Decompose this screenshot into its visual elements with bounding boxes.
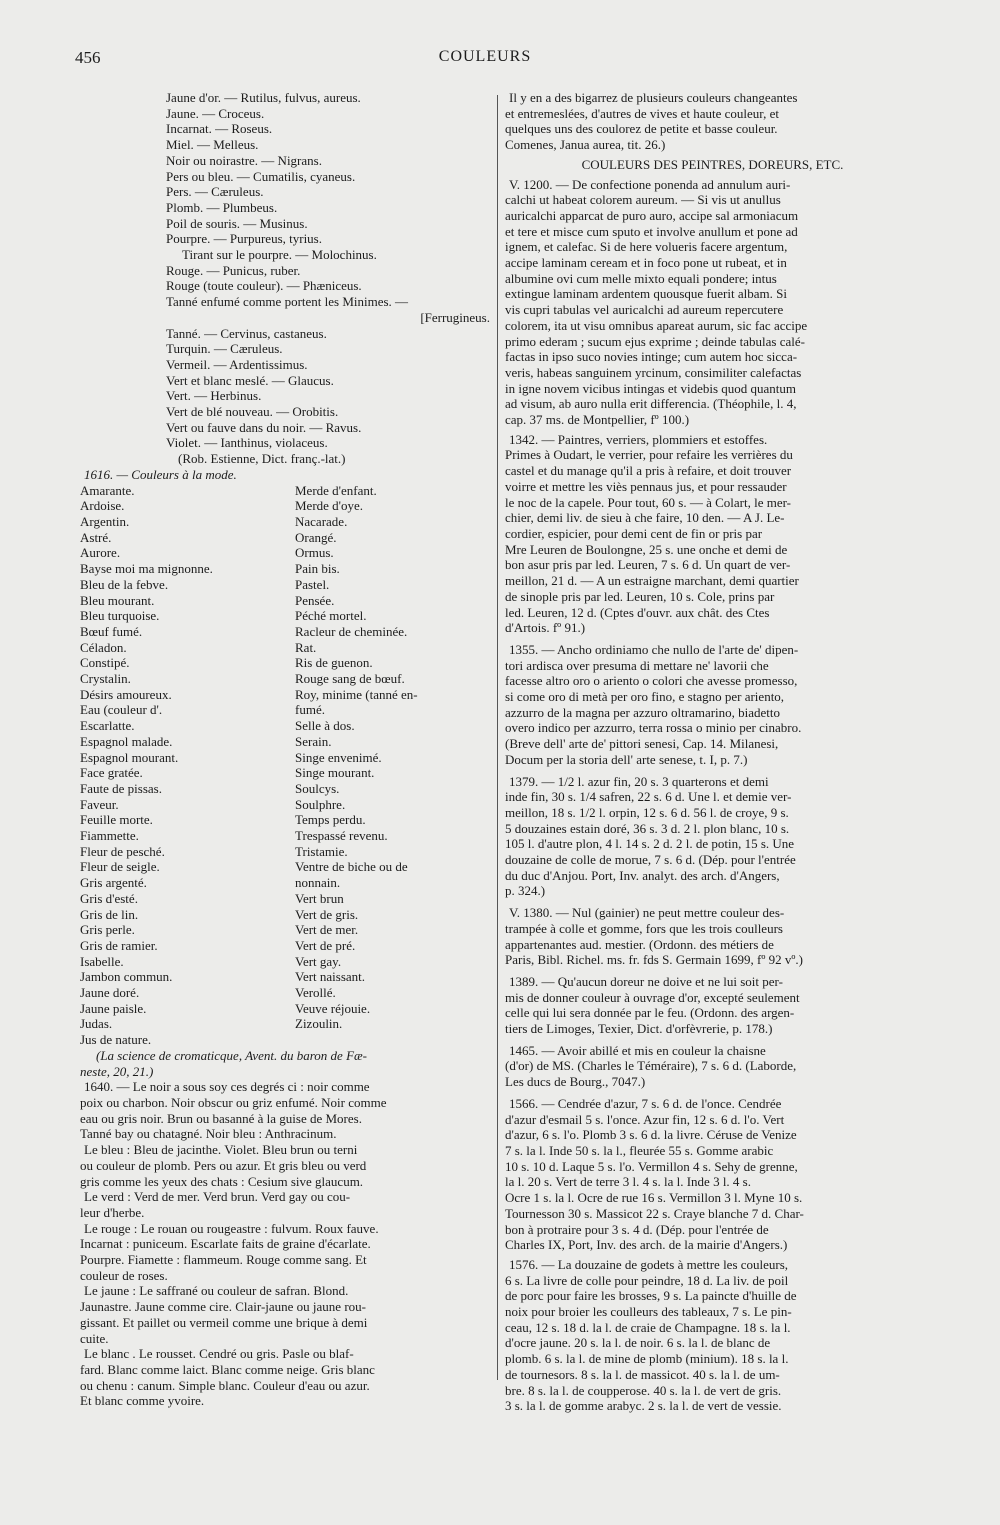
- text-line: overo indico per azzurro, terra rossa o minio per cinabro.: [505, 720, 802, 736]
- table-cell-left: Argentin.: [80, 513, 130, 529]
- entry-1640: [80, 1079, 490, 1409]
- text-line: calchi ut habeat colorem aureum. — Si vis ut anullus: [505, 192, 781, 208]
- list-item: Tanné enfumé comme portent les Minimes. —: [166, 294, 409, 310]
- text-line: Incarnat : puniceum. Escarlate faits de graine d'écarlate.: [80, 1236, 371, 1252]
- intro-paragraph: [505, 90, 920, 153]
- text-line: 5 douzaines estain doré, 36 s. 3 d. 2 l. plon blanc, 10 s.: [505, 820, 790, 836]
- table-cell-left: Jus de nature.: [80, 1032, 152, 1048]
- list-item: Pers ou bleu. — Cumatilis, cyaneus.: [166, 168, 356, 184]
- list-item: Pers. — Cæruleus.: [166, 184, 264, 200]
- text-line: colorem, ita ut visu omnibus apareat aurum, sic fac accipe: [505, 317, 808, 333]
- text-line: Le blanc . Le rousset. Cendré ou gris. Pasle ou blaf-: [84, 1346, 354, 1362]
- entry-1380: [505, 905, 920, 968]
- table-cell-right: Orangé.: [295, 529, 337, 545]
- table-cell-left: Aurore.: [80, 545, 121, 561]
- text-line: 7 s. la l. Inde 50 s. la l., fleurée 55 s. Gomme arabic: [505, 1143, 774, 1158]
- table-row: [80, 781, 490, 797]
- text-line: Comenes, Janua aurea, tit. 26.): [505, 137, 666, 153]
- text-line: Jaunastre. Jaune comme cire. Clair-jaune ou jaune rou-: [80, 1299, 366, 1315]
- table-row: [80, 891, 490, 907]
- table-cell-right: Vert gay.: [295, 953, 342, 969]
- table-cell-left: Fiammette.: [80, 828, 139, 844]
- table-row: [80, 828, 490, 844]
- table-row: [80, 671, 490, 687]
- text-line: 1389. — Qu'aucun doreur ne doive et ne lui soit per-: [509, 973, 783, 989]
- table-cell-right: nonnain.: [295, 875, 341, 891]
- text-line: noix pour broier les coulleurs des tableaux, 7 s. Le pin-: [505, 1304, 792, 1320]
- text-line: de sinople pris par led. Leuren, 10 s. Cole, prins par: [505, 588, 775, 604]
- text-line: plomb. 6 s. la l. de mine de plomb (minium). 18 s. la l.: [505, 1351, 789, 1367]
- text-line: d'Artois. fº 91.): [505, 620, 586, 636]
- entry-1566: [505, 1096, 920, 1253]
- table-row: [80, 1032, 490, 1048]
- text-line: du duc d'Anjou. Port, Inv. analyt. des arch. d'Angers,: [505, 867, 780, 883]
- table-cell-left: Désirs amoureux.: [80, 686, 172, 702]
- text-line: d'ocre jaune. 20 s. la l. de noir. 6 s. la l. de blanc de: [505, 1335, 771, 1351]
- table-cell-right: Vert de mer.: [295, 922, 359, 938]
- table-cell-left: Gris d'esté.: [80, 890, 138, 906]
- text-line: voirre et mettre les viès pennaus jus, et pour ressauder: [505, 478, 787, 494]
- table-cell-left: Astré.: [80, 529, 112, 545]
- table-row: [80, 1016, 490, 1032]
- text-line: bre. 8 s. la l. de coupperose. 40 s. la l. de vert de gris.: [505, 1382, 782, 1398]
- text-line: ignem, et calefac. Si de here volueris facere argentum,: [505, 239, 788, 255]
- page-header: [75, 48, 895, 72]
- text-line: douzaine de colle de morue, 7 s. 6 d. (Dép. pour l'entrée: [505, 852, 796, 868]
- table-cell-right: Vert de gris.: [295, 906, 359, 922]
- table-cell-left: Jaune paisle.: [80, 1000, 147, 1016]
- text-line: et tere et misce cum sputo et involve anullum et pone ad: [505, 223, 798, 239]
- list-item: Noir ou noirastre. — Nigrans.: [166, 152, 322, 168]
- table-cell-right: Serain.: [295, 733, 332, 749]
- text-line: (Breve dell' arte de' pittori senesi, Cap. 14. Milanesi,: [505, 736, 779, 752]
- text-line: primo ederam ; sucum ejus exprime ; deinde tabulas calé-: [505, 333, 805, 349]
- text-line: Le jaune : Le saffrané ou couleur de safran. Blond.: [84, 1283, 349, 1299]
- table-cell-left: Face gratée.: [80, 765, 143, 781]
- table-cell-right: [295, 1032, 490, 1048]
- text-line: tori ardisca over presuma di mettare ne' lavorii che: [505, 657, 769, 673]
- table-cell-right: Zizoulin.: [295, 1016, 343, 1032]
- table-row: [80, 985, 490, 1001]
- table-cell-right: Singe envenimé.: [295, 749, 382, 765]
- list-item: Rouge (toute couleur). — Phæniceus.: [166, 278, 362, 294]
- text-line: azzurro de la magna per azzuro oltramarino, biadetto: [505, 704, 781, 720]
- table-cell-left: Jambon commun.: [80, 969, 173, 985]
- table-row: [80, 859, 490, 875]
- list-item: Poil de souris. — Musinus.: [166, 215, 308, 231]
- table-row: [80, 640, 490, 656]
- table-cell-right: Ormus.: [295, 545, 334, 561]
- list-item: Turquin. — Cæruleus.: [166, 341, 283, 357]
- text-line: Le bleu : Bleu de jacinthe. Violet. Bleu brun ou terni: [84, 1142, 358, 1158]
- text-line: inde fin, 30 s. 1/4 safren, 22 s. 6 d. Une l. et demie ver-: [505, 789, 792, 805]
- text-line: ou couleur de plomb. Pers ou azur. Et gris bleu ou verd: [80, 1157, 367, 1173]
- table-row: [80, 750, 490, 766]
- table-cell-left: Gris perle.: [80, 922, 135, 938]
- text-line: 1355. — Ancho ordiniamo che nullo de l'arte de' dipen-: [509, 641, 799, 657]
- text-line: bon à protraire pour 3 s. 4 d. (Dép. pour l'entrée de: [505, 1221, 769, 1237]
- list-item: Plomb. — Plumbeus.: [166, 199, 278, 215]
- text-line: ceau, 12 s. 18 d. la l. de craie de Champagne. 18 s. la l.: [505, 1319, 791, 1335]
- table-row: [80, 969, 490, 985]
- table-cell-left: Bœuf fumé.: [80, 623, 143, 639]
- table-cell-left: Céladon.: [80, 639, 127, 655]
- text-line: albumine ovi cum melle mixto equali pondere; intus: [505, 270, 777, 286]
- list-item: Tanné. — Cervinus, castaneus.: [166, 325, 327, 341]
- text-line: 105 l. d'autre plon, 4 l. 14 s. 2 d. 2 l. de potin, 15 s. Une: [505, 836, 795, 852]
- table-cell-left: Judas.: [80, 1016, 113, 1032]
- list-item: Jaune. — Croceus.: [166, 105, 265, 121]
- text-line: poix ou charbon. Noir obscur ou griz enfumé. Noir comme: [80, 1095, 387, 1110]
- latin-equivalents-list: [80, 90, 490, 467]
- list-item: [Ferrugineus.: [420, 309, 490, 325]
- table-cell-right: Pastel.: [295, 576, 330, 592]
- table-cell-right: Vert naissant.: [295, 969, 366, 985]
- list-item: Violet. — Ianthinus, violaceus.: [166, 435, 328, 451]
- text-line: d'azur, 6 s. l'o. Plomb 3 s. 6 d. la livre. Céruse de Venize: [505, 1127, 797, 1143]
- text-line: Primes à Oudart, le verrier, pour refaire les verrières du: [505, 447, 793, 463]
- table-cell-right: Soulphre.: [295, 796, 346, 812]
- text-line: gissant. Et paillet ou vermeil comme une brique à demi: [80, 1314, 368, 1330]
- table-cell-left: Gris argenté.: [80, 875, 147, 891]
- table-cell-right: Pain bis.: [295, 561, 340, 577]
- table-cell-right: Soulcys.: [295, 780, 340, 796]
- list-item: Vermeil. — Ardentissimus.: [166, 356, 308, 372]
- entry-1200: [505, 177, 920, 428]
- table-row: [80, 608, 490, 624]
- table-cell-right: Pensée.: [295, 592, 335, 608]
- table-row: [80, 483, 490, 499]
- table-row: [80, 765, 490, 781]
- table-cell-right: Péché mortel.: [295, 608, 367, 624]
- table-cell-left: Espagnol mourant.: [80, 749, 179, 765]
- table-cell-left: Constipé.: [80, 655, 130, 671]
- entry-1342: [505, 432, 920, 636]
- running-title: COULEURS: [438, 48, 532, 65]
- table-cell-left: Ardoise.: [80, 498, 125, 514]
- table-cell-right: Roy, minime (tanné en-: [295, 686, 418, 702]
- list-item: Vert et blanc meslé. — Glaucus.: [166, 372, 334, 388]
- text-line: Les ducs de Bourg., 7047.): [505, 1074, 646, 1090]
- text-line: Tournesson 30 s. Massicot 22 s. Craye blanche 7 d. Char-: [505, 1205, 804, 1221]
- text-line: Pourpre. Fiamette : flammeum. Rouge comme sang. Et: [80, 1252, 367, 1268]
- table-row: [80, 844, 490, 860]
- table-row: [80, 907, 490, 923]
- text-line: auricalchi apparcat de puro auro, accipe sal armoniacum: [505, 207, 799, 223]
- fashion-colours-table: [80, 483, 490, 1048]
- table-row: [80, 938, 490, 954]
- list-item: Rouge. — Punicus, ruber.: [166, 262, 301, 278]
- list-item: Miel. — Melleus.: [166, 137, 259, 153]
- text-line: Docum per la storia dell' arte senese, t. I, p. 7.): [505, 751, 748, 767]
- text-line: cap. 37 ms. de Montpellier, fº 100.): [505, 412, 690, 428]
- text-line: in igne novem vicibus intingas et videbis quod quantum: [505, 380, 797, 396]
- table-row: [80, 545, 490, 561]
- text-line: le noc de la capele. Pour tout, 60 s. — à Colart, le mer-: [505, 494, 792, 510]
- table-row: [80, 797, 490, 813]
- entry-1389: [505, 974, 920, 1037]
- citation: (La science de cromaticque, Avent. du baron de Fæ-: [96, 1047, 368, 1063]
- text-line: V. 1200. — De confectione ponenda ad annulum auri-: [509, 176, 791, 192]
- text-line: de tournesors. 8 s. la l. de massicot. 40 s. la l. de um-: [505, 1366, 780, 1382]
- table-row: [80, 702, 490, 718]
- citation: neste, 20, 21.): [80, 1063, 154, 1079]
- table-cell-right: Vert brun: [295, 890, 344, 906]
- text-line: 1342. — Paintres, verriers, plommiers et estoffes.: [509, 431, 768, 447]
- text-line: chier, demi liv. de sieu à che faire, 10 den. — A J. Le-: [505, 510, 785, 526]
- text-line: si come oro di metà per oro fino, e stagno per ariento,: [505, 689, 785, 705]
- table-row: [80, 530, 490, 546]
- table-cell-left: Bleu de la febve.: [80, 576, 169, 592]
- text-line: d'azur d'esmail 5 s. l'once. Azur fin, 12 s. 6 d. l'o. Vert: [505, 1111, 785, 1127]
- text-line: factas in ipso suco novies intinge; cum autem hoc sicca-: [505, 349, 798, 365]
- text-line: p. 324.): [505, 883, 546, 899]
- text-line: ou chenu : canum. Simple blanc. Couleur d'eau ou azur.: [80, 1377, 370, 1393]
- text-line: de porc pour faire les brosses, 9 s. La paincte d'huille de: [505, 1288, 797, 1304]
- table-cell-right: Ventre de biche ou de: [295, 859, 408, 875]
- table-cell-left: Fleur de seigle.: [80, 859, 160, 875]
- text-line: mis de donner couleur à ouvrage d'or, excepté seulement: [505, 989, 800, 1005]
- table-row: [80, 514, 490, 530]
- text-line: bon asur pris par led. Leuren, 7 s. 6 d. Un quart de ver-: [505, 557, 791, 573]
- table-cell-left: Espagnol malade.: [80, 733, 173, 749]
- table-cell-right: Racleur de cheminée.: [295, 623, 408, 639]
- entry-1616-heading: 1616. — Couleurs à la mode.: [84, 466, 237, 482]
- column-divider: [497, 95, 498, 1380]
- table-row: [80, 498, 490, 514]
- table-cell-left: Bleu turquoise.: [80, 608, 160, 624]
- text-line: 6 s. La livre de colle pour peindre, 18 d. La liv. de poil: [505, 1272, 789, 1288]
- table-cell-left: Faveur.: [80, 796, 119, 812]
- entry-1465: [505, 1043, 920, 1090]
- text-line: quelques uns des coulorez de petite et basse couleur.: [505, 121, 778, 137]
- table-row: [80, 922, 490, 938]
- text-line: Paris, Bibl. Richel. ms. fr. fds S. Germain 1699, fº 92 vº.): [505, 952, 804, 968]
- text-line: vis cupri tabulas vel auricalchi ad aureum repercutere: [505, 302, 784, 318]
- text-line: appartenantes aud. mestier. (Ordonn. des métiers de: [505, 936, 774, 952]
- text-line: trampée à colle et gomme, fors que les trois coulleurs: [505, 920, 783, 936]
- text-line: 1566. — Cendrée d'azur, 7 s. 6 d. de l'once. Cendrée: [509, 1095, 782, 1111]
- table-cell-left: Gris de lin.: [80, 906, 139, 922]
- text-line: meillon, 21 d. — A un estraigne marchant, demi quartier: [505, 573, 799, 589]
- citation: (Rob. Estienne, Dict. franç.-lat.): [178, 451, 346, 467]
- table-cell-right: fumé.: [295, 702, 325, 718]
- table-cell-right: Selle à dos.: [295, 718, 355, 734]
- entry-1379: [505, 774, 920, 900]
- text-line: gris comme les yeux des chats : Cesium sive glaucum.: [80, 1173, 364, 1189]
- table-row: [80, 954, 490, 970]
- text-line: 1576. — La douzaine de godets à mettre les couleurs,: [509, 1256, 789, 1272]
- list-item: Vert de blé nouveau. — Orobitis.: [166, 404, 339, 420]
- text-line: celle qui lui sera donnée par le feu. (Ordonn. des argen-: [505, 1005, 795, 1021]
- table-cell-right: Merde d'enfant.: [295, 482, 377, 498]
- text-line: facesse altro oro o ariento o colori che avesse promesso,: [505, 673, 798, 689]
- text-line: Le rouge : Le rouan ou rougeastre : fulvum. Roux fauve.: [84, 1220, 379, 1236]
- left-column: [80, 90, 490, 1409]
- text-line: Le verd : Verd de mer. Verd brun. Verd gay ou cou-: [84, 1189, 351, 1205]
- text-line: Tanné bay ou chatagné. Noir bleu : Anthracinum.: [80, 1126, 337, 1142]
- table-row: [80, 734, 490, 750]
- text-line: extingue laminam ardentem quousque fuerit albam. Si: [505, 286, 787, 302]
- table-row: [80, 561, 490, 577]
- text-line: V. 1380. — Nul (gainier) ne peut mettre couleur des-: [509, 905, 785, 921]
- entry-1355: [505, 642, 920, 768]
- table-cell-left: Bleu mourant.: [80, 592, 155, 608]
- text-line: castel et du manage qu'il a pris à refaire, et doit trouver: [505, 463, 792, 479]
- list-item: Jaune d'or. — Rutilus, fulvus, aureus.: [166, 90, 361, 105]
- text-line: accipe laminam ceream et in foco pone ut rubeat, et in: [505, 255, 787, 271]
- text-line: Mre Leuren de Boulongne, 25 s. une onche et demi de: [505, 541, 788, 557]
- text-line: 1465. — Avoir abillé et mis en couleur la chaisne: [509, 1042, 766, 1058]
- text-line: veris, habeas sanguinem yrcinum, consimiliter calefactas: [505, 364, 802, 380]
- table-cell-left: Feuille morte.: [80, 812, 153, 828]
- section-heading: COULEURS DES PEINTRES, DOREURS, ETC.: [581, 156, 844, 172]
- text-line: 10 s. 10 d. Laque 5 s. l'o. Vermillon 4 s. Sehy de grenne,: [505, 1158, 798, 1174]
- table-cell-right: Nacarade.: [295, 513, 348, 529]
- right-column: [505, 90, 920, 1414]
- list-item: Vert. — Herbinus.: [166, 388, 262, 404]
- table-row: [80, 577, 490, 593]
- list-item: Incarnat. — Roseus.: [166, 121, 273, 137]
- table-cell-right: Ris de guenon.: [295, 655, 373, 671]
- text-line: 3 s. la l. de gomme arabyc. 2 s. la l. de vert de vessie.: [505, 1398, 782, 1414]
- table-cell-left: Gris de ramier.: [80, 937, 158, 953]
- text-line: eau ou gris noir. Brun ou basanné à la guise de Mores.: [80, 1110, 362, 1126]
- table-cell-left: Escarlatte.: [80, 718, 135, 734]
- table-cell-right: Temps perdu.: [295, 812, 366, 828]
- text-line: leur d'herbe.: [80, 1204, 145, 1220]
- text-line: couleur de roses.: [80, 1267, 168, 1283]
- table-cell-right: Tristamie.: [295, 843, 348, 859]
- table-cell-left: Jaune doré.: [80, 985, 140, 1001]
- text-line: Charles IX, Port, Inv. des arch. de la mairie d'Angers.): [505, 1237, 788, 1253]
- text-line: ad visum, ab auro nulla erit differencia. (Théophile, l. 4,: [505, 396, 797, 412]
- table-cell-left: Isabelle.: [80, 953, 124, 969]
- text-line: la l. 20 s. Vert de terre 3 l. 4 s. la l. Inde 3 l. 4 s.: [505, 1174, 751, 1190]
- text-line: Et blanc comme yvoire.: [80, 1393, 205, 1409]
- table-row: [80, 593, 490, 609]
- entry-1576: [505, 1257, 920, 1414]
- text-line: 1640. — Le noir a sous soy ces degrés ci : noir comme: [84, 1079, 370, 1095]
- table-row: [80, 655, 490, 671]
- text-line: cordier, espicier, pour demi cent de fin or pris par: [505, 525, 763, 541]
- table-row: [80, 875, 490, 891]
- table-row: [80, 718, 490, 734]
- text-line: fard. Blanc comme laict. Blanc comme neige. Gris blanc: [80, 1361, 375, 1377]
- table-row: [80, 687, 490, 703]
- text-line: Il y en a des bigarrez de plusieurs couleurs changeantes: [509, 90, 798, 105]
- text-line: tiers de Limoges, Texier, Dict. d'orfèvrerie, p. 178.): [505, 1021, 773, 1037]
- table-cell-left: Faute de pissas.: [80, 780, 162, 796]
- table-cell-right: Vert de pré.: [295, 937, 356, 953]
- table-cell-right: Veuve réjouie.: [295, 1000, 371, 1016]
- table-cell-left: Amarante.: [80, 482, 135, 498]
- table-cell-left: Fleur de pesché.: [80, 843, 165, 859]
- table-row: [80, 1001, 490, 1017]
- text-line: cuite.: [80, 1330, 109, 1346]
- table-cell-left: Eau (couleur d'.: [80, 702, 163, 718]
- list-item: Pourpre. — Purpureus, tyrius.: [166, 231, 322, 247]
- table-cell-right: Verollé.: [295, 985, 336, 1001]
- table-cell-right: Trespassé revenu.: [295, 828, 388, 844]
- table-cell-right: Rat.: [295, 639, 317, 655]
- text-line: led. Leuren, 12 d. (Cptes d'ouvr. aux chât. des Ctes: [505, 604, 770, 620]
- table-cell-right: Rouge sang de bœuf.: [295, 671, 405, 687]
- list-item: Tirant sur le pourpre. — Molochinus.: [182, 247, 377, 263]
- page-number: 456: [75, 48, 101, 67]
- table-row: [80, 812, 490, 828]
- text-line: 1379. — 1/2 l. azur fin, 20 s. 3 quarterons et demi: [509, 773, 769, 789]
- table-cell-left: Bayse moi ma mignonne.: [80, 561, 213, 577]
- list-item: Vert ou fauve dans du noir. — Ravus.: [166, 419, 362, 435]
- text-line: et entremeslées, d'autres de vives et haute couleur, et: [505, 105, 779, 121]
- table-cell-right: Singe mourant.: [295, 765, 375, 781]
- text-line: (d'or) de MS. (Charles le Téméraire), 7 s. 6 d. (Laborde,: [505, 1058, 797, 1074]
- text-line: Ocre 1 s. la l. Ocre de rue 16 s. Vermillon 3 l. Myne 10 s.: [505, 1190, 803, 1206]
- table-cell-right: Merde d'oye.: [295, 498, 364, 514]
- text-line: meillon, 18 s. 1/2 l. orpin, 12 s. 6 d. 56 l. de croye, 9 s.: [505, 804, 789, 820]
- table-cell-left: Crystalin.: [80, 671, 131, 687]
- table-row: [80, 624, 490, 640]
